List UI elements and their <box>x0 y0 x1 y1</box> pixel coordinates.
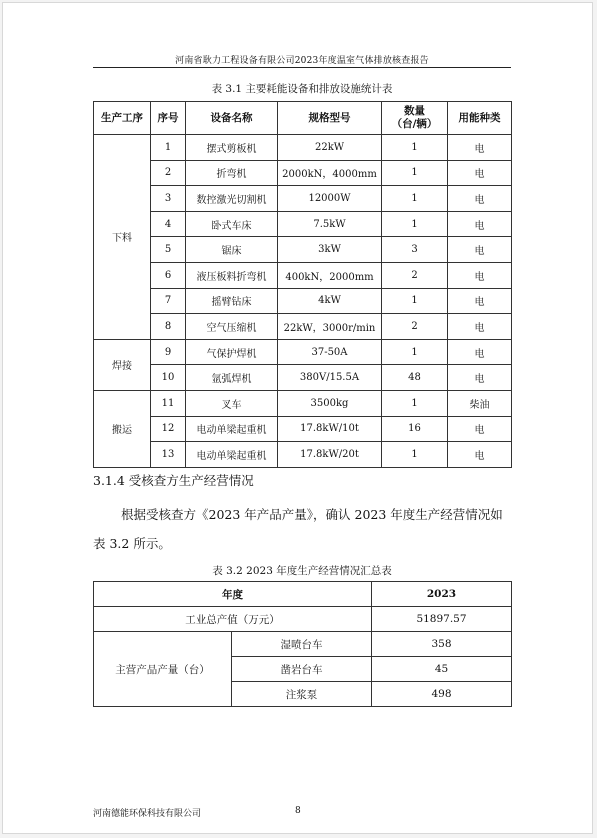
spec-cell: 22kW <box>278 135 382 161</box>
equipment-name-cell: 卧式车床 <box>186 211 278 237</box>
product-value-cell: 358 <box>372 632 512 657</box>
table-row <box>94 186 512 212</box>
header-energy-type: 用能种类 <box>448 102 512 135</box>
table-row <box>94 632 512 657</box>
quantity-cell: 2 <box>382 262 448 288</box>
quantity-cell: 1 <box>382 339 448 365</box>
energy-type-cell: 电 <box>448 262 512 288</box>
table-row <box>94 135 512 161</box>
equipment-name-cell: 空气压缩机 <box>186 314 278 340</box>
spec-cell: 12000W <box>278 186 382 212</box>
equipment-name-cell: 电动单梁起重机 <box>186 416 278 442</box>
products-label-cell: 主营产品产量（台） <box>94 632 232 707</box>
quantity-cell: 1 <box>382 160 448 186</box>
energy-type-cell: 电 <box>448 135 512 161</box>
product-value-cell: 45 <box>372 657 512 682</box>
header-process: 生产工序 <box>94 102 151 135</box>
table2-caption: 表 3.2 2023 年度生产经营情况汇总表 <box>212 565 392 577</box>
quantity-cell: 2 <box>382 314 448 340</box>
table-row <box>94 365 512 391</box>
table-row <box>94 314 512 340</box>
table-row <box>94 339 512 365</box>
footer-page-number: 8 <box>295 806 301 816</box>
product-name-cell: 注浆泵 <box>232 682 372 707</box>
energy-type-cell: 电 <box>448 160 512 186</box>
seq-cell: 2 <box>151 160 186 186</box>
spec-cell: 3kW <box>278 237 382 263</box>
energy-type-cell: 电 <box>448 442 512 468</box>
spec-cell: 17.8kW/10t <box>278 416 382 442</box>
header-rule <box>93 67 511 68</box>
equipment-name-cell: 锯床 <box>186 237 278 263</box>
equipment-name-cell: 气保护焊机 <box>186 339 278 365</box>
header-quantity: 数量 （台/辆） <box>382 102 448 135</box>
spec-cell: 2000kN，4000mm <box>278 160 382 186</box>
year-value-cell: 2023 <box>372 582 512 607</box>
seq-cell: 10 <box>151 365 186 391</box>
table-row <box>94 211 512 237</box>
quantity-cell: 1 <box>382 135 448 161</box>
quantity-cell: 48 <box>382 365 448 391</box>
header-equipment-name: 设备名称 <box>186 102 278 135</box>
table-row <box>94 607 512 632</box>
spec-cell: 37-50A <box>278 339 382 365</box>
equipment-table <box>93 101 512 468</box>
quantity-cell: 3 <box>382 237 448 263</box>
energy-type-cell: 电 <box>448 211 512 237</box>
seq-cell: 6 <box>151 262 186 288</box>
process-group-cell: 下料 <box>94 135 151 340</box>
equipment-name-cell: 液压板料折弯机 <box>186 262 278 288</box>
equipment-name-cell: 氩弧焊机 <box>186 365 278 391</box>
seq-cell: 3 <box>151 186 186 212</box>
equipment-name-cell: 叉车 <box>186 390 278 416</box>
table-row <box>94 262 512 288</box>
equipment-name-cell: 数控激光切割机 <box>186 186 278 212</box>
spec-cell: 400kN，2000mm <box>278 262 382 288</box>
equipment-name-cell: 电动单梁起重机 <box>186 442 278 468</box>
energy-type-cell: 电 <box>448 288 512 314</box>
seq-cell: 5 <box>151 237 186 263</box>
equipment-name-cell: 摆式剪板机 <box>186 135 278 161</box>
header-seq: 序号 <box>151 102 186 135</box>
table-row <box>94 390 512 416</box>
document-page <box>2 2 593 834</box>
energy-type-cell: 电 <box>448 186 512 212</box>
table-row <box>94 416 512 442</box>
process-group-cell: 焊接 <box>94 339 151 390</box>
table-row <box>94 582 512 607</box>
spec-cell: 380V/15.5A <box>278 365 382 391</box>
seq-cell: 12 <box>151 416 186 442</box>
energy-type-cell: 电 <box>448 314 512 340</box>
section-heading: 3.1.4 受核查方生产经营情况 <box>93 473 254 488</box>
page-header: 河南省耿力工程设备有限公司2023年度温室气体排放核查报告 <box>175 56 429 66</box>
spec-cell: 7.5kW <box>278 211 382 237</box>
product-name-cell: 湿喷台车 <box>232 632 372 657</box>
seq-cell: 9 <box>151 339 186 365</box>
quantity-cell: 1 <box>382 211 448 237</box>
seq-cell: 13 <box>151 442 186 468</box>
seq-cell: 1 <box>151 135 186 161</box>
quantity-cell: 1 <box>382 442 448 468</box>
spec-cell: 4kW <box>278 288 382 314</box>
seq-cell: 11 <box>151 390 186 416</box>
energy-type-cell: 电 <box>448 416 512 442</box>
table-row <box>94 237 512 263</box>
spec-cell: 17.8kW/20t <box>278 442 382 468</box>
seq-cell: 8 <box>151 314 186 340</box>
energy-type-cell: 柴油 <box>448 390 512 416</box>
spec-cell: 3500kg <box>278 390 382 416</box>
spec-cell: 22kW，3000r/min <box>278 314 382 340</box>
header-spec: 规格型号 <box>278 102 382 135</box>
product-name-cell: 凿岩台车 <box>232 657 372 682</box>
output-value-cell: 51897.57 <box>372 607 512 632</box>
seq-cell: 7 <box>151 288 186 314</box>
section-paragraph <box>93 500 511 558</box>
energy-type-cell: 电 <box>448 365 512 391</box>
quantity-cell: 1 <box>382 288 448 314</box>
process-group-cell: 搬运 <box>94 390 151 467</box>
output-label-cell: 工业总产值（万元） <box>94 607 372 632</box>
table-header-row <box>94 102 512 135</box>
energy-type-cell: 电 <box>448 339 512 365</box>
table-row <box>94 442 512 468</box>
energy-type-cell: 电 <box>448 237 512 263</box>
footer-company: 河南德能环保科技有限公司 <box>93 809 202 819</box>
table-row <box>94 160 512 186</box>
table-row <box>94 288 512 314</box>
year-label-cell: 年度 <box>94 582 372 607</box>
paragraph-text: 根据受核查方《2023 年产品产量》，确认 2023 年度生产经营情况如表 3.2 所示。 <box>93 507 503 551</box>
production-summary-table <box>93 581 512 707</box>
product-value-cell: 498 <box>372 682 512 707</box>
equipment-name-cell: 摇臂钻床 <box>186 288 278 314</box>
seq-cell: 4 <box>151 211 186 237</box>
quantity-cell: 1 <box>382 186 448 212</box>
equipment-name-cell: 折弯机 <box>186 160 278 186</box>
table1-caption: 表 3.1 主要耗能设备和排放设施统计表 <box>211 83 393 95</box>
quantity-cell: 16 <box>382 416 448 442</box>
quantity-cell: 1 <box>382 390 448 416</box>
